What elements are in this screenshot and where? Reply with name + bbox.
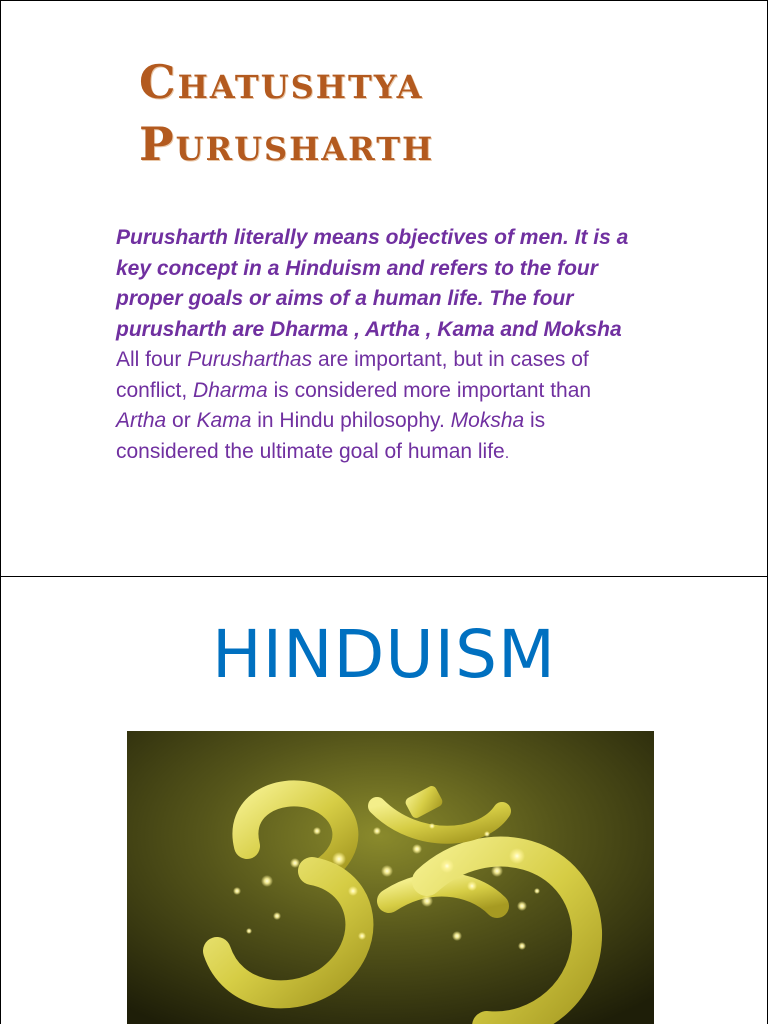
hinduism-heading: HINDUISM [212,616,556,693]
paragraph-text: is considered more important than [267,378,592,402]
paragraph-text: in Hindu philosophy. [251,409,451,432]
slide-hinduism [0,576,768,1024]
om-symbol-icon [127,731,654,1024]
title-line-2: Purusharth [139,117,435,171]
paragraph-italic-term: Dharma [193,378,268,402]
paragraph-bold-intro: Purusharth literally means objectives of men. It is a key concept in a Hinduism and refers to the four proper goals or aims of a human life. The four purusharth are Dharma , Artha , Kama and Moksha [116,226,629,341]
paragraph-text: or [166,409,197,432]
paragraph-period: . [504,444,510,462]
paragraph-italic-term: Kama [196,409,252,432]
purusharth-paragraph [116,223,641,469]
paragraph-italic-term: Artha [116,409,167,432]
paragraph-text: All four [116,348,188,371]
paragraph-text: is considered the ultimate goal of human life [116,409,546,463]
paragraph-italic-term: Purusharthas [187,348,313,371]
slide-title [139,51,699,175]
paragraph-italic-term: Moksha [450,409,525,432]
title-line-1: Chatushtya [139,55,424,109]
paragraph-text: are important, but in cases of conflict, [116,348,589,402]
